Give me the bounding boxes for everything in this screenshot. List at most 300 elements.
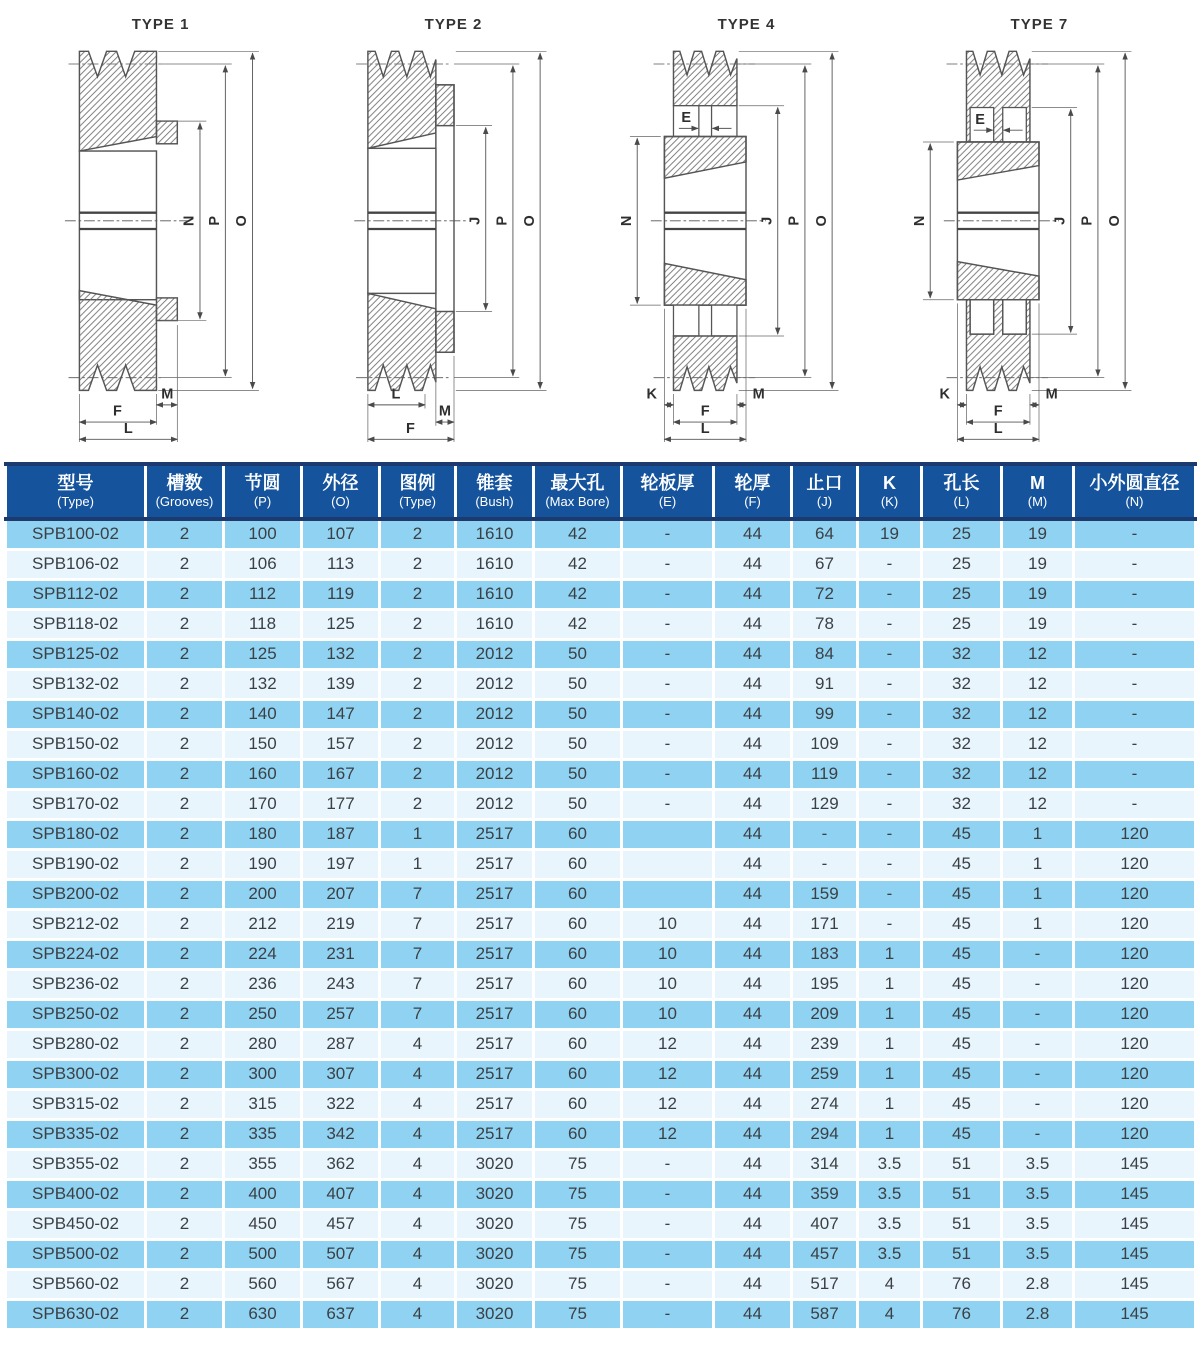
table-cell: 2 xyxy=(380,549,456,579)
table-cell: 125 xyxy=(302,609,380,639)
table-cell: 2517 xyxy=(456,1089,534,1119)
table-cell: SPB125-02 xyxy=(6,639,146,669)
table-cell: 637 xyxy=(302,1299,380,1329)
table-cell: 2012 xyxy=(456,639,534,669)
table-row xyxy=(6,789,1196,819)
table-row xyxy=(6,759,1196,789)
table-cell: 44 xyxy=(714,759,792,789)
column-header-m: M (M) xyxy=(1002,464,1074,519)
table-cell: - xyxy=(858,819,922,849)
dim-label-l: L xyxy=(994,420,1004,437)
table-cell: 113 xyxy=(302,549,380,579)
table-cell: 517 xyxy=(792,1269,858,1299)
table-cell: 42 xyxy=(534,519,622,549)
table-cell: 50 xyxy=(534,669,622,699)
table-cell: - xyxy=(858,609,922,639)
table-cell: SPB250-02 xyxy=(6,999,146,1029)
table-cell: 500 xyxy=(224,1239,302,1269)
table-cell: 125 xyxy=(224,639,302,669)
table-cell: 10 xyxy=(622,939,714,969)
table-cell: 44 xyxy=(714,549,792,579)
table-cell: 587 xyxy=(792,1299,858,1329)
table-cell: 190 xyxy=(224,849,302,879)
table-cell: 132 xyxy=(302,639,380,669)
table-row xyxy=(6,999,1196,1029)
table-cell: 60 xyxy=(534,909,622,939)
table-cell: 45 xyxy=(922,819,1002,849)
table-cell: 250 xyxy=(224,999,302,1029)
table-cell: - xyxy=(858,849,922,879)
table-cell: SPB400-02 xyxy=(6,1179,146,1209)
table-cell: 450 xyxy=(224,1209,302,1239)
table-cell: 120 xyxy=(1074,999,1196,1029)
table-cell: SPB190-02 xyxy=(6,849,146,879)
table-cell: 50 xyxy=(534,699,622,729)
column-header-f: 轮厚 (F) xyxy=(714,464,792,519)
table-cell: 2 xyxy=(146,1029,224,1059)
table-cell: 2 xyxy=(146,669,224,699)
table-cell: 44 xyxy=(714,999,792,1029)
table-cell: 4 xyxy=(380,1149,456,1179)
table-cell: 2 xyxy=(146,1089,224,1119)
table-cell: 1 xyxy=(858,939,922,969)
table-cell: 120 xyxy=(1074,1089,1196,1119)
table-row xyxy=(6,1149,1196,1179)
table-row xyxy=(6,1239,1196,1269)
table-cell: 67 xyxy=(792,549,858,579)
table-cell: 120 xyxy=(1074,1029,1196,1059)
table-cell: 99 xyxy=(792,699,858,729)
table-cell: 120 xyxy=(1074,969,1196,999)
table-cell: 2012 xyxy=(456,699,534,729)
table-cell: 44 xyxy=(714,1089,792,1119)
table-cell: 132 xyxy=(224,669,302,699)
table-cell: 45 xyxy=(922,909,1002,939)
table-cell: 2 xyxy=(146,1149,224,1179)
dim-label-bottom-f: F xyxy=(405,420,415,437)
table-cell: 2 xyxy=(146,909,224,939)
table-cell: 44 xyxy=(714,1119,792,1149)
table-cell: 1 xyxy=(858,999,922,1029)
table-cell: 2 xyxy=(146,1119,224,1149)
column-header-max-bore: 最大孔 (Max Bore) xyxy=(534,464,622,519)
table-cell: - xyxy=(1002,969,1074,999)
table-cell: 457 xyxy=(792,1239,858,1269)
dim-label-p: P xyxy=(787,216,804,226)
table-cell: 44 xyxy=(714,699,792,729)
table-cell: 1610 xyxy=(456,519,534,549)
table-cell: 12 xyxy=(622,1089,714,1119)
table-cell: - xyxy=(858,879,922,909)
dim-label-m: M xyxy=(160,386,173,403)
table-cell: 60 xyxy=(534,1029,622,1059)
table-cell: 25 xyxy=(922,609,1002,639)
table-cell: 4 xyxy=(380,1269,456,1299)
table-cell: - xyxy=(1074,519,1196,549)
table-cell: 3.5 xyxy=(858,1239,922,1269)
table-cell: 140 xyxy=(224,699,302,729)
table-cell: 2 xyxy=(146,969,224,999)
table-cell: 3.5 xyxy=(858,1179,922,1209)
table-row xyxy=(6,1029,1196,1059)
type7-title: TYPE 7 xyxy=(1010,16,1069,33)
table-cell: 60 xyxy=(534,819,622,849)
table-cell: 180 xyxy=(224,819,302,849)
table-cell: 12 xyxy=(622,1059,714,1089)
table-cell: - xyxy=(858,579,922,609)
table-cell: 195 xyxy=(792,969,858,999)
table-cell: - xyxy=(622,1179,714,1209)
table-cell: 84 xyxy=(792,639,858,669)
table-cell: 362 xyxy=(302,1149,380,1179)
diagram-type1 xyxy=(18,10,303,455)
table-cell: 109 xyxy=(792,729,858,759)
table-cell: 32 xyxy=(922,699,1002,729)
table-cell: 42 xyxy=(534,549,622,579)
table-row xyxy=(6,939,1196,969)
table-cell: SPB315-02 xyxy=(6,1089,146,1119)
table-cell: 32 xyxy=(922,759,1002,789)
table-cell: 19 xyxy=(858,519,922,549)
table-cell: 239 xyxy=(792,1029,858,1059)
table-cell: 120 xyxy=(1074,1119,1196,1149)
table-cell: 2012 xyxy=(456,759,534,789)
dim-label-e: E xyxy=(681,110,692,127)
table-cell: 76 xyxy=(922,1299,1002,1329)
table-cell: 44 xyxy=(714,1209,792,1239)
table-cell: 257 xyxy=(302,999,380,1029)
column-header-l: 孔长 (L) xyxy=(922,464,1002,519)
table-cell: 3020 xyxy=(456,1179,534,1209)
table-cell: 19 xyxy=(1002,609,1074,639)
table-cell: 170 xyxy=(224,789,302,819)
table-cell: 187 xyxy=(302,819,380,849)
table-cell: 44 xyxy=(714,849,792,879)
table-cell: SPB200-02 xyxy=(6,879,146,909)
table-cell: - xyxy=(622,1299,714,1329)
table-cell: - xyxy=(858,639,922,669)
table-cell: 51 xyxy=(922,1239,1002,1269)
table-cell: 2517 xyxy=(456,939,534,969)
table-cell: SPB180-02 xyxy=(6,819,146,849)
table-cell: 45 xyxy=(922,1119,1002,1149)
diagram-type7 xyxy=(897,10,1182,455)
table-cell: 25 xyxy=(922,549,1002,579)
dim-label-l: L xyxy=(123,420,133,437)
table-cell: 2 xyxy=(146,699,224,729)
table-cell: 4 xyxy=(380,1119,456,1149)
table-cell: SPB450-02 xyxy=(6,1209,146,1239)
table-cell: 60 xyxy=(534,1059,622,1089)
table-cell: 45 xyxy=(922,879,1002,909)
table-cell: 45 xyxy=(922,999,1002,1029)
table-cell: - xyxy=(1002,1059,1074,1089)
table-row xyxy=(6,909,1196,939)
dim-label-n: N xyxy=(619,215,636,227)
table-cell: - xyxy=(622,609,714,639)
column-header-j: 止口 (J) xyxy=(792,464,858,519)
table-cell: SPB630-02 xyxy=(6,1299,146,1329)
table-cell: - xyxy=(1074,699,1196,729)
table-cell: 129 xyxy=(792,789,858,819)
table-cell: 1 xyxy=(1002,879,1074,909)
table-row xyxy=(6,819,1196,849)
table-cell: 342 xyxy=(302,1119,380,1149)
column-header-figure: 图例 (Type) xyxy=(380,464,456,519)
dim-label-f: F xyxy=(994,403,1004,420)
table-cell: 7 xyxy=(380,999,456,1029)
table-cell: 2 xyxy=(146,939,224,969)
dim-label-k: K xyxy=(646,386,658,403)
type4-drawing xyxy=(610,35,882,452)
table-cell: 274 xyxy=(792,1089,858,1119)
table-cell: 44 xyxy=(714,939,792,969)
spec-table-section xyxy=(0,455,1200,1331)
table-cell: - xyxy=(622,1239,714,1269)
table-cell: 50 xyxy=(534,729,622,759)
table-cell: 60 xyxy=(534,939,622,969)
table-cell: 2 xyxy=(146,1269,224,1299)
dim-label-o: O xyxy=(1107,215,1124,227)
table-cell: 44 xyxy=(714,609,792,639)
table-cell: 2517 xyxy=(456,1029,534,1059)
table-cell: 32 xyxy=(922,729,1002,759)
dim-label-o: O xyxy=(521,215,538,227)
table-row xyxy=(6,849,1196,879)
table-cell: - xyxy=(1002,1119,1074,1149)
table-cell: SPB236-02 xyxy=(6,969,146,999)
table-cell: 300 xyxy=(224,1059,302,1089)
table-cell: 1 xyxy=(380,819,456,849)
table-cell: 60 xyxy=(534,999,622,1029)
table-cell: 3.5 xyxy=(858,1209,922,1239)
table-cell: 200 xyxy=(224,879,302,909)
table-cell: 1610 xyxy=(456,579,534,609)
dim-label-f: F xyxy=(701,403,711,420)
table-cell: SPB118-02 xyxy=(6,609,146,639)
table-cell: 2 xyxy=(146,1209,224,1239)
table-cell: SPB335-02 xyxy=(6,1119,146,1149)
table-cell: 75 xyxy=(534,1269,622,1299)
table-cell: 280 xyxy=(224,1029,302,1059)
table-cell: 147 xyxy=(302,699,380,729)
table-cell: 145 xyxy=(1074,1149,1196,1179)
table-cell: 145 xyxy=(1074,1209,1196,1239)
diagram-type2 xyxy=(311,10,596,455)
table-cell: 112 xyxy=(224,579,302,609)
table-cell: 2517 xyxy=(456,999,534,1029)
table-cell: 224 xyxy=(224,939,302,969)
table-cell: 10 xyxy=(622,999,714,1029)
table-cell: 197 xyxy=(302,849,380,879)
table-cell: - xyxy=(1002,939,1074,969)
table-cell: 209 xyxy=(792,999,858,1029)
table-cell: 107 xyxy=(302,519,380,549)
table-cell: 44 xyxy=(714,909,792,939)
table-cell: 507 xyxy=(302,1239,380,1269)
table-cell: 51 xyxy=(922,1209,1002,1239)
table-cell: 91 xyxy=(792,669,858,699)
table-cell: 100 xyxy=(224,519,302,549)
table-cell: 4 xyxy=(858,1299,922,1329)
table-cell: 3020 xyxy=(456,1149,534,1179)
table-row xyxy=(6,519,1196,549)
table-cell: 44 xyxy=(714,1059,792,1089)
table-cell: - xyxy=(622,519,714,549)
table-cell: - xyxy=(1002,999,1074,1029)
table-row xyxy=(6,879,1196,909)
table-row xyxy=(6,549,1196,579)
table-cell: 2 xyxy=(146,789,224,819)
table-row xyxy=(6,729,1196,759)
table-cell: 44 xyxy=(714,1269,792,1299)
table-cell: 64 xyxy=(792,519,858,549)
table-cell: 243 xyxy=(302,969,380,999)
table-cell: 145 xyxy=(1074,1269,1196,1299)
table-cell: 3020 xyxy=(456,1299,534,1329)
table-cell: 322 xyxy=(302,1089,380,1119)
table-cell: 2517 xyxy=(456,969,534,999)
type2-drawing xyxy=(318,35,590,452)
table-cell: 145 xyxy=(1074,1299,1196,1329)
dim-label-bottom-m: M xyxy=(438,403,451,420)
table-row xyxy=(6,669,1196,699)
table-row xyxy=(6,969,1196,999)
table-cell xyxy=(622,849,714,879)
table-cell: 3020 xyxy=(456,1239,534,1269)
dim-label-f: F xyxy=(112,403,122,420)
table-row xyxy=(6,1179,1196,1209)
table-cell: 183 xyxy=(792,939,858,969)
table-cell: SPB106-02 xyxy=(6,549,146,579)
table-cell: SPB212-02 xyxy=(6,909,146,939)
table-cell: - xyxy=(1074,549,1196,579)
diagram-type4 xyxy=(604,10,889,455)
table-cell: 12 xyxy=(1002,639,1074,669)
table-cell: 44 xyxy=(714,579,792,609)
table-cell: 630 xyxy=(224,1299,302,1329)
table-cell: 359 xyxy=(792,1179,858,1209)
table-cell: 2 xyxy=(146,639,224,669)
table-cell: 307 xyxy=(302,1059,380,1089)
table-cell: 75 xyxy=(534,1209,622,1239)
table-cell xyxy=(622,819,714,849)
dim-label-p: P xyxy=(206,216,223,226)
table-cell xyxy=(622,879,714,909)
table-cell: 145 xyxy=(1074,1179,1196,1209)
table-cell: 119 xyxy=(792,759,858,789)
table-cell: 159 xyxy=(792,879,858,909)
table-row xyxy=(6,1119,1196,1149)
table-cell: 2 xyxy=(380,729,456,759)
dim-label-k: K xyxy=(939,386,951,403)
table-row xyxy=(6,609,1196,639)
dim-label-m: M xyxy=(753,386,766,403)
table-cell: SPB224-02 xyxy=(6,939,146,969)
table-cell: SPB355-02 xyxy=(6,1149,146,1179)
column-header-pitch: 节圆 (P) xyxy=(224,464,302,519)
table-cell: - xyxy=(622,639,714,669)
table-cell: 72 xyxy=(792,579,858,609)
table-cell: 3.5 xyxy=(1002,1179,1074,1209)
table-cell: 2 xyxy=(146,729,224,759)
table-cell: 2 xyxy=(146,879,224,909)
table-cell: 2 xyxy=(146,1299,224,1329)
table-cell: 1 xyxy=(858,1089,922,1119)
table-cell: 118 xyxy=(224,609,302,639)
table-cell: 3020 xyxy=(456,1209,534,1239)
table-cell: 60 xyxy=(534,1119,622,1149)
table-cell: 2 xyxy=(380,759,456,789)
table-cell: 45 xyxy=(922,849,1002,879)
table-cell: - xyxy=(858,699,922,729)
dim-label-j: J xyxy=(1052,216,1069,225)
table-cell: - xyxy=(622,699,714,729)
table-cell: 120 xyxy=(1074,849,1196,879)
table-cell: SPB160-02 xyxy=(6,759,146,789)
table-cell: 7 xyxy=(380,909,456,939)
table-cell: - xyxy=(622,1209,714,1239)
table-cell: 12 xyxy=(622,1029,714,1059)
table-cell: 259 xyxy=(792,1059,858,1089)
table-cell: 60 xyxy=(534,969,622,999)
table-cell: 120 xyxy=(1074,819,1196,849)
table-cell: 2 xyxy=(146,819,224,849)
dim-label-o: O xyxy=(814,215,831,227)
table-cell: 407 xyxy=(302,1179,380,1209)
table-cell: - xyxy=(622,579,714,609)
table-cell: 355 xyxy=(224,1149,302,1179)
table-cell: 4 xyxy=(380,1179,456,1209)
table-cell: 44 xyxy=(714,789,792,819)
table-cell: 314 xyxy=(792,1149,858,1179)
table-cell: 2517 xyxy=(456,1119,534,1149)
table-cell: 25 xyxy=(922,519,1002,549)
table-cell: 3020 xyxy=(456,1269,534,1299)
table-cell: 2517 xyxy=(456,1059,534,1089)
type1-drawing xyxy=(25,35,297,452)
table-cell: 10 xyxy=(622,969,714,999)
table-cell: SPB560-02 xyxy=(6,1269,146,1299)
table-cell: 119 xyxy=(302,579,380,609)
table-cell: 4 xyxy=(380,1209,456,1239)
table-cell: - xyxy=(792,819,858,849)
type2-title: TYPE 2 xyxy=(424,16,483,33)
table-cell: SPB132-02 xyxy=(6,669,146,699)
table-cell: 44 xyxy=(714,1149,792,1179)
table-cell: - xyxy=(858,789,922,819)
table-row xyxy=(6,639,1196,669)
table-cell: 1 xyxy=(858,1059,922,1089)
table-cell: 45 xyxy=(922,1089,1002,1119)
table-cell: 231 xyxy=(302,939,380,969)
table-cell: SPB500-02 xyxy=(6,1239,146,1269)
table-cell: 287 xyxy=(302,1029,380,1059)
table-cell: 42 xyxy=(534,609,622,639)
dim-label-bottom-l: L xyxy=(391,386,400,403)
table-cell: 171 xyxy=(792,909,858,939)
table-cell: 2012 xyxy=(456,669,534,699)
table-cell: 2012 xyxy=(456,789,534,819)
table-cell: 177 xyxy=(302,789,380,819)
type7-drawing xyxy=(903,35,1175,452)
table-cell: 236 xyxy=(224,969,302,999)
table-cell: - xyxy=(858,669,922,699)
table-cell: 44 xyxy=(714,969,792,999)
table-cell: 45 xyxy=(922,939,1002,969)
column-header-grooves: 槽数 (Grooves) xyxy=(146,464,224,519)
table-cell: 3.5 xyxy=(1002,1149,1074,1179)
